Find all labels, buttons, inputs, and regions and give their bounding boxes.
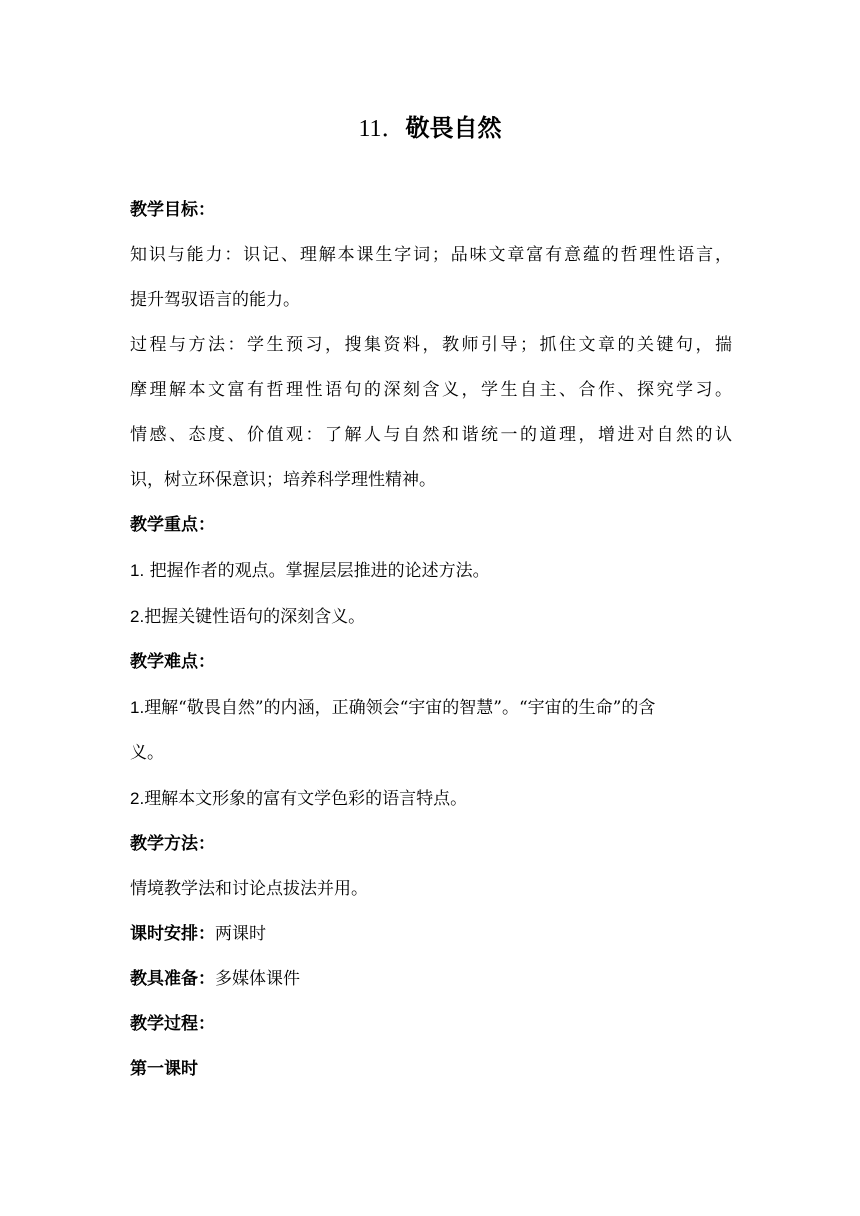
keypoint-1-number: 1. bbox=[130, 561, 145, 580]
goals-heading: 教学目标： bbox=[130, 200, 215, 220]
difficulty-1-line-1 bbox=[130, 685, 732, 731]
first-lesson-heading: 第一课时 bbox=[130, 1059, 198, 1079]
keypoint-1 bbox=[130, 548, 732, 594]
methods-text: 情境教学法和讨论点拔法并用。 bbox=[130, 879, 368, 899]
document-body bbox=[130, 188, 732, 1092]
difficulty-1-line-2: 义。 bbox=[130, 743, 164, 763]
keypoints-heading: 教学重点： bbox=[130, 515, 215, 535]
difficulty-1-text: 理解“敬畏自然”的内涵，正确领会“宇宙的智慧”。“宇宙的生命”的含 bbox=[144, 698, 656, 718]
methods-heading: 教学方法： bbox=[130, 834, 215, 854]
keypoint-2-text: 把握关键性语句的深刻含义。 bbox=[144, 607, 366, 627]
goal-process-line-1: 过程与方法：学生预习，搜集资料，教师引导；抓住文章的关键句，揣 bbox=[130, 335, 732, 355]
tools-value: 多媒体课件 bbox=[215, 969, 300, 989]
goal-knowledge-line-2: 提升驾驭语言的能力。 bbox=[130, 290, 300, 310]
title-number: 11． bbox=[358, 116, 406, 142]
goal-emotion-line-1: 情感、态度、价值观：了解人与自然和谐统一的道理，增进对自然的认 bbox=[130, 425, 732, 445]
difficulty-2-text: 理解本文形象的富有文学色彩的语言特点。 bbox=[144, 789, 468, 809]
document-title bbox=[0, 111, 860, 146]
difficulty-2 bbox=[130, 776, 732, 822]
difficulty-1-number: 1. bbox=[130, 698, 145, 717]
process-heading: 教学过程： bbox=[130, 1014, 215, 1034]
schedule-label: 课时安排： bbox=[130, 924, 215, 944]
keypoint-2 bbox=[130, 594, 732, 640]
goal-emotion-line-2: 识，树立环保意识；培养科学理性精神。 bbox=[130, 470, 436, 490]
tools-row bbox=[130, 957, 732, 1002]
keypoint-2-number: 2. bbox=[130, 607, 145, 626]
goal-process-line-2: 摩理解本文富有哲理性语句的深刻含义，学生自主、合作、探究学习。 bbox=[130, 380, 732, 400]
schedule-value: 两课时 bbox=[215, 924, 266, 944]
difficulties-heading: 教学难点： bbox=[130, 652, 215, 672]
tools-label: 教具准备： bbox=[130, 969, 215, 989]
schedule-row bbox=[130, 912, 732, 957]
difficulty-2-number: 2. bbox=[130, 789, 145, 808]
title-text: 敬畏自然 bbox=[405, 114, 502, 142]
goal-knowledge-line-1: 知识与能力：识记、理解本课生字词；品味文章富有意蕴的哲理性语言， bbox=[130, 245, 732, 265]
keypoint-1-text: 把握作者的观点。掌握层层推进的论述方法。 bbox=[144, 561, 490, 581]
